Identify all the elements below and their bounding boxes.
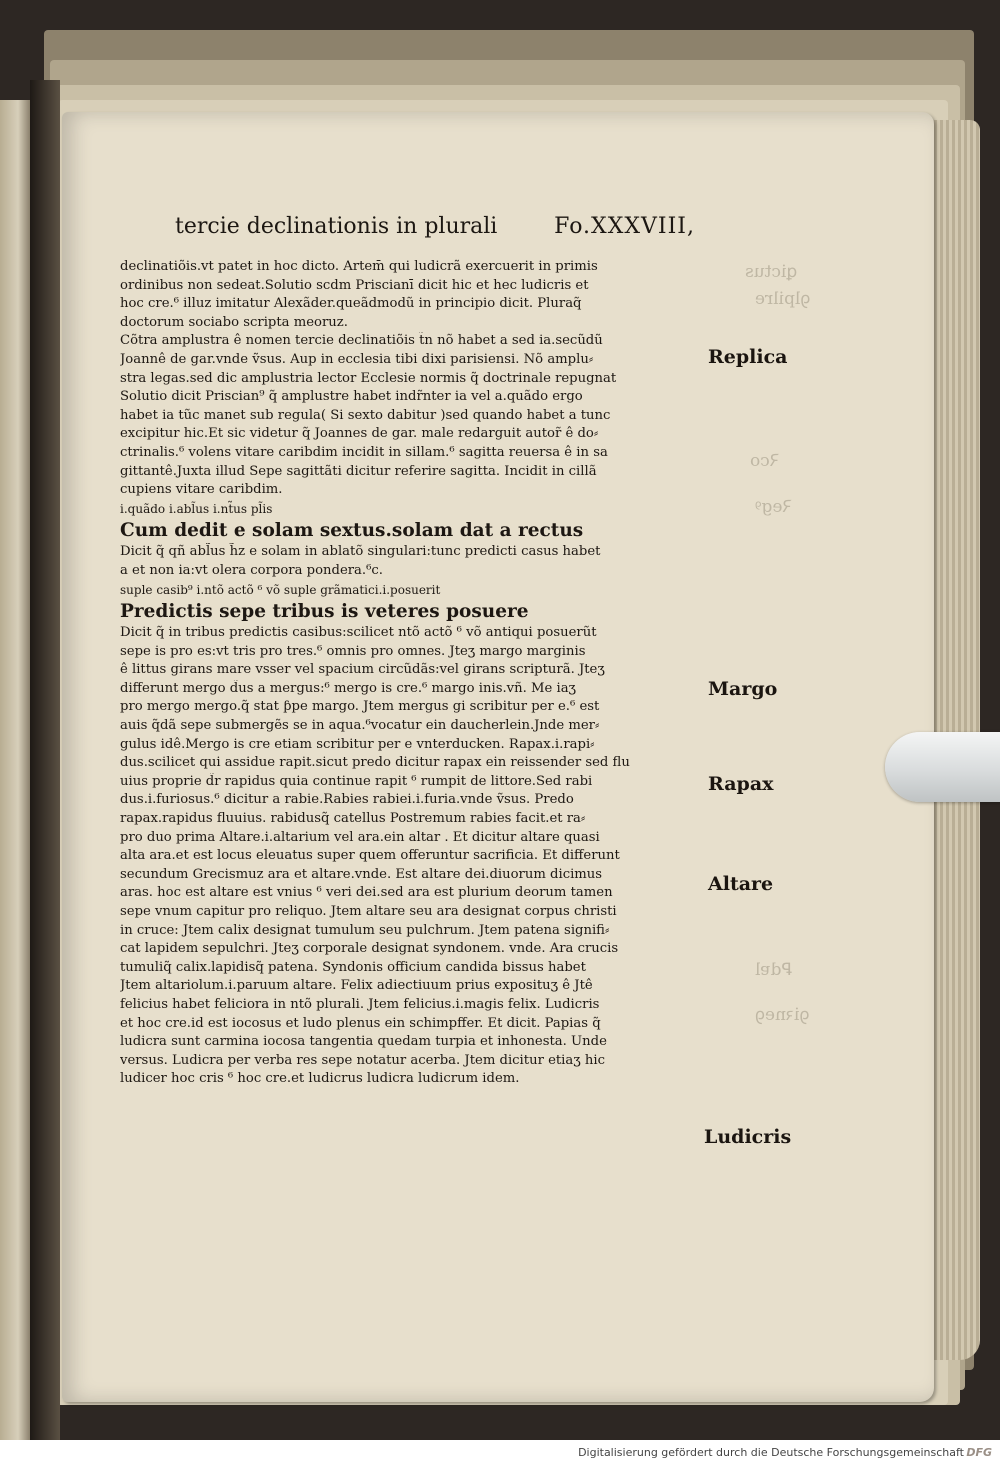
dfg-logo: DFG xyxy=(966,1446,992,1459)
text-line: uius proprie d̃r rapidus quia continue rapit ⁶ rumpit de littore.Sed rabi xyxy=(120,773,593,789)
text-line: secundum Grecismuz ara et altare.vnde. Est altare dei.diuorum dicimus xyxy=(120,866,603,882)
show-through-mark: ꝯiꝛneꝯ xyxy=(755,1005,810,1025)
show-through-mark: ꝯlpilre xyxy=(755,289,811,309)
running-head xyxy=(175,214,695,254)
facing-page-sliver xyxy=(0,100,30,1440)
text-line: Jtem altariolum.i.paruum altare. Felix adiectiuum prius exposituʒ ê Jtê xyxy=(120,978,593,994)
text-line: et hoc cre.id est iocosus et ludo plenus ein schimpffer. Et dicit. Papias q̃ xyxy=(120,1015,601,1031)
interlinear-gloss-line: suple casib⁹ i.ntõ actõ ⁶ võ suple grãmatici.i.posuerit xyxy=(120,582,441,597)
main-text-block xyxy=(120,258,700,1089)
text-line: ludicer hoc cris ⁶ hoc cre.et ludicrus ludicra ludicrum idem. xyxy=(120,1071,520,1087)
page-clip xyxy=(885,732,1000,802)
show-through-mark: Ꝛco xyxy=(750,451,780,471)
running-head-title: tercie declinationis in plurali xyxy=(175,214,498,239)
text-line: doctorum sociabo scripta meoruz. xyxy=(120,314,348,330)
text-line: alta ara.et est locus eleuatus super quem offeruntur sacrificia. Et differunt xyxy=(120,848,620,864)
text-line: pro mergo mergo.q̃ stat ƥpe margo. Jtem mergus gi scribitur per e.⁶ est xyxy=(120,699,600,715)
text-line: cupiens vitare caribdim. xyxy=(120,482,283,498)
funding-credit: Digitalisierung gefördert durch die Deutsche Forschungsgemeinschaft xyxy=(578,1446,964,1459)
text-line: cat lapidem sepulchri. Jteʒ corporale designat syndonem. vnde. Ara crucis xyxy=(120,941,619,957)
text-line: rapax.rapidus fluuius. rabidusq̃ catellus Postremum rabies facit.et ra⸗ xyxy=(120,811,586,827)
text-line: in cruce: Jtem calix designat tumulum seu pulchrum. Jtem patena signifi⸗ xyxy=(120,922,610,938)
text-line: a et non ia:vt olera corpora pondera.⁶c. xyxy=(120,562,383,578)
text-line: Joannê de gar.vnde ṽsus. Aup in ecclesia tibi dixi parisiensi. Nõ amplu⸗ xyxy=(120,351,594,367)
show-through-mark: Ꝑdɐl xyxy=(755,960,792,980)
show-through-mark: ꝗictus xyxy=(745,262,798,282)
text-line: habet ia tũc manet sub regula( Si sexto dabitur )sed quando habet a tunc xyxy=(120,407,611,423)
text-line: differunt mergo d̃us a mergus:⁶ mergo is cre.⁶ margo inis.vñ. Me iaʒ xyxy=(120,680,576,696)
marginal-note-ludicris: Ludicris xyxy=(704,1126,792,1148)
marginal-note-altare: Altare xyxy=(708,873,774,895)
text-line: declinatiõis.vt patet in hoc dicto. Artem̄ qui ludicrã exercuerit in primis xyxy=(120,259,598,274)
text-line: sepe is pro es:vt tris pro tres.⁶ omnis pro omnes. Jteʒ margo marginis xyxy=(120,643,586,659)
show-through-mark: Ꝛegꝰ xyxy=(755,497,793,517)
marginal-note-rapax: Rapax xyxy=(708,773,774,795)
folio-number: Fo.XXXVIII, xyxy=(554,214,695,239)
text-line: ê littus girans mare vsser vel spacium circũdãs:vel girans scripturã. Jteʒ xyxy=(120,662,605,678)
text-line: gulus idê.Mergo is cre etiam scribitur per e vnterducken. Rapax.i.rapi⸗ xyxy=(120,736,595,752)
text-line: dus.i.furiosus.⁶ dicitur a rabie.Rabies rabiei.i.furia.vnde ṽsus. Predo xyxy=(120,792,574,808)
interlinear-gloss-line: i.quãdo i.abl̃us i.nt̃us pl̃is xyxy=(120,501,273,516)
verse-line: Predictis sepe tribus is veteres posuere xyxy=(120,601,529,623)
text-line: hoc cre.⁶ illuz imitatur Alexãder.queãdmodũ in principio dicit. Pluraq̃ xyxy=(120,296,582,312)
book-spine xyxy=(30,80,60,1440)
text-line: dus.scilicet qui assidue rapit.sicut predo dicitur rapax ein reissender sed flu xyxy=(120,755,630,771)
marginal-note-margo: Margo xyxy=(708,678,778,700)
text-line: tumuliq̃ calix.lapidisq̃ patena. Syndonis officium candida bissus habet xyxy=(120,959,586,975)
text-line: versus. Ludicra per verba res sepe notatur acerba. Jtem dicitur etiaʒ hic xyxy=(120,1052,605,1068)
text-line: pro duo prima Altare.i.altarium vel ara.ein altar . Et dicitur altare quasi xyxy=(120,829,600,845)
text-line: Dicit q̃ qñ abl̃us h̃z e solam in ablatõ singulari:tunc predicti casus habet xyxy=(120,544,601,560)
text-line: excipitur hic.Et sic videtur q̃ Joannes de gar. male redarguit autor̃ ê do⸗ xyxy=(120,426,599,442)
text-line: felicius habet feliciora in ntõ plurali. Jtem felicius.i.magis felix. Ludicris xyxy=(120,996,600,1012)
text-line: aras. hoc est altare est vnius ⁶ veri dei.sed ara est plurium deorum tamen xyxy=(120,885,613,901)
text-line: gittantê.Juxta illud Sepe sagittãti dicitur referire sagitta. Incidit in cillã xyxy=(120,463,597,479)
text-line: stra legas.sed dic amplustria lector Ecclesie normis q̃ doctrinale repugnat xyxy=(120,370,617,386)
text-line: ludicra sunt carmina iocosa tangentia quedam turpia et inhonesta. Unde xyxy=(120,1034,607,1050)
verse-line: Cum dedit e solam sextus.solam dat a rectus xyxy=(120,520,584,542)
text-line: Cõtra amplustra ê nomen tercie declinatiõis t̃n nõ habet a sed ia.secũdũ xyxy=(120,333,603,349)
marginal-note-replica: Replica xyxy=(708,346,788,368)
text-line: Solutio dicit Priscian⁹ q̃ amplustre habet indr̃nter ia vel a.quãdo ergo xyxy=(120,389,583,405)
text-line: auis q̃dã sepe submergẽs se in aqua.⁶vocatur ein daucherlein.Jnde mer⸗ xyxy=(120,718,600,734)
text-line: sepe vnum capitur pro reliquo. Jtem altare seu ara designat corpus christi xyxy=(120,904,617,919)
text-line: ordinibus non sedeat.Solutio scd̄m Priscianī dicit hic et hec ludicris et xyxy=(120,277,589,293)
text-line: Dicit q̃ in tribus predictis casibus:scilicet ntõ actõ ⁶ võ antiqui posuerũt xyxy=(120,625,597,641)
text-line: ctrinalis.⁶ volens vitare caribdim incidit in sillam.⁶ sagitta reuersa ê in sa xyxy=(120,444,608,460)
